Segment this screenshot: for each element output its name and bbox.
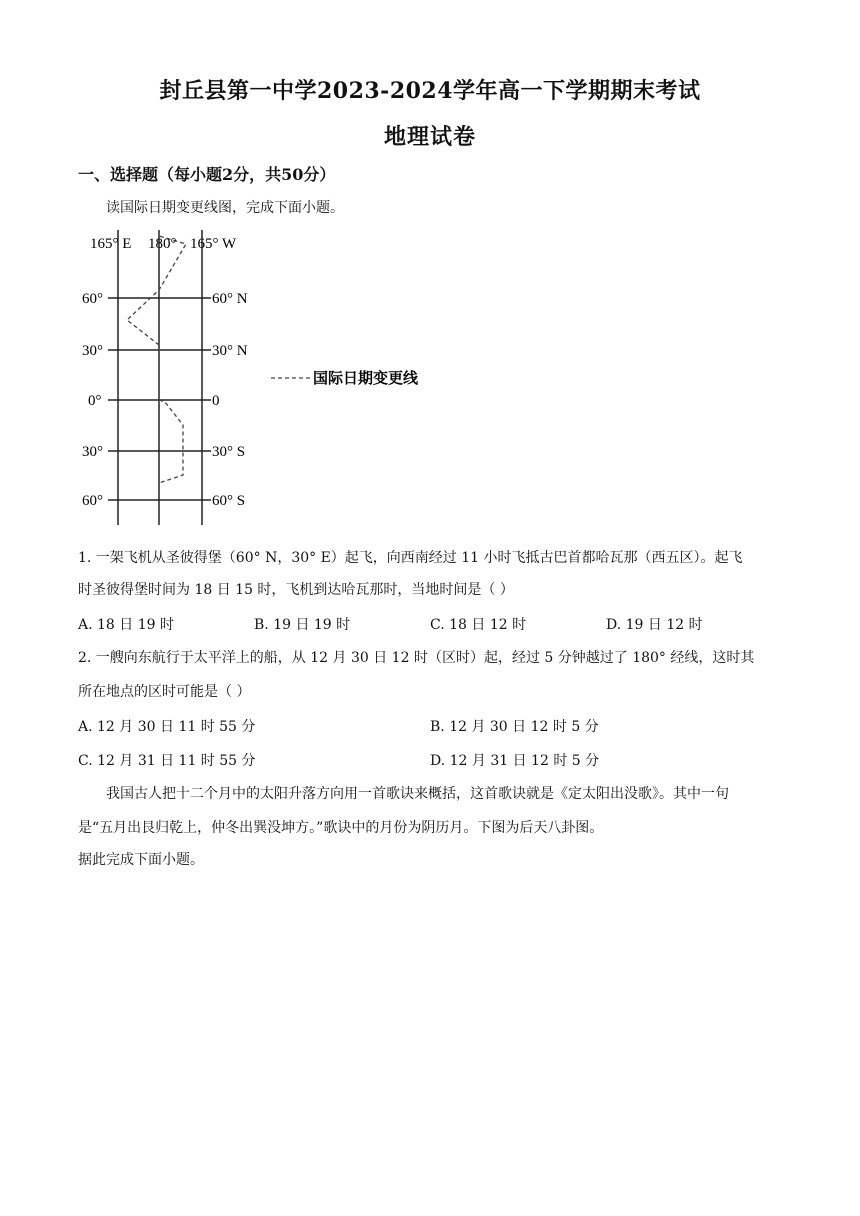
date-line-south [159,400,183,483]
left-label: 60° [82,291,103,307]
question-1-line-2: 时圣彼得堡时间为 18 日 15 时，飞机到达哈瓦那时，当地时间是（ ） [78,582,514,598]
left-label: 0° [88,393,102,409]
left-label: 30° [82,343,103,359]
question-2-line-1: 2. 一艘向东航行于太平洋上的船，从 12 月 30 日 12 时（区时）起，经过 5 分钟越过了 180° 经线，这时其 [78,650,755,666]
right-label: 30° S [212,444,246,460]
passage-line-3: 据此完成下面小题。 [78,852,204,868]
question-1-option-b: B. 19 日 19 时 [254,617,351,633]
section-intro: 读国际日期变更线图，完成下面小题。 [106,200,344,216]
question-2-option-c: C. 12 月 31 日 11 时 55 分 [78,753,256,769]
question-1-option-d: D. 19 日 12 时 [606,617,703,633]
exam-subtitle: 地理试卷 [383,124,476,150]
left-label: 30° [82,444,103,460]
left-label: 60° [82,493,103,509]
question-1-option-a: A. 18 日 19 时 [78,617,174,633]
top-label: 165° W [190,236,237,252]
exam-title: 封丘县第一中学2023-2024学年高一下学期期末考试 [159,78,701,104]
right-label: 0 [212,393,220,409]
question-1-option-c: C. 18 日 12 时 [430,617,527,633]
passage-line-1: 我国古人把十二个月中的太阳升落方向用一首歌诀来概括，这首歌诀就是《定太阳出没歌》。其中一句 [106,786,729,802]
question-2-option-b: B. 12 月 30 日 12 时 5 分 [430,719,599,735]
right-label: 60° S [212,493,246,509]
question-1-line-1: 1. 一架飞机从圣彼得堡（60° N，30° E）起飞，向西南经过 11 小时飞抵古巴首都哈瓦那（西五区）。起飞 [78,550,743,566]
question-2-line-2: 所在地点的区时可能是（ ） [78,684,251,700]
top-label: 165° E [90,236,132,252]
legend-label: 国际日期变更线 [313,369,419,387]
section-heading: 一、选择题（每小题2分，共50分） [78,165,336,184]
top-label: 180° [148,236,177,252]
question-2-option-a: A. 12 月 30 日 11 时 55 分 [78,719,256,735]
passage-line-2: 是“五月出艮归乾上，仲冬出巽没坤方。”歌诀中的月份为阴历月。下图为后天八卦图。 [78,820,604,836]
right-label: 30° N [212,343,248,359]
right-label: 60° N [212,291,248,307]
date-line-figure [78,230,478,530]
question-2-option-d: D. 12 月 31 日 12 时 5 分 [430,753,600,769]
